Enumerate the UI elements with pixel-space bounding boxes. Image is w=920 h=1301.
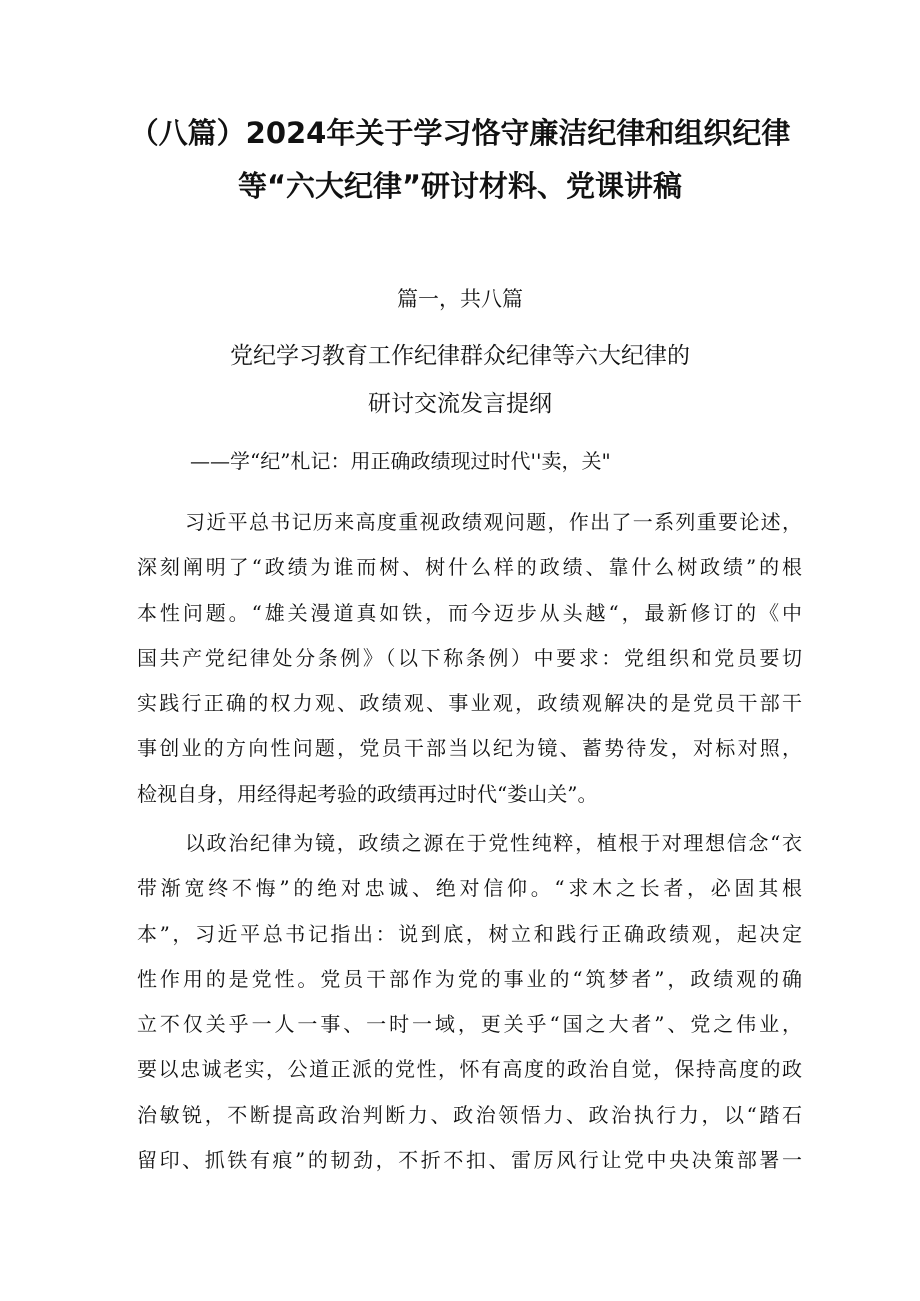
section-title-line-1: 党纪学习教育工作纪律群众纪律等六大纪律的 [230, 343, 690, 369]
paragraph-line: 性作用的是党性。党员干部作为党的事业的“筑梦者”，政绩观的确 [137, 966, 802, 991]
paragraph-line: 深刻阐明了“政绩为谁而树、树什么样的政绩、靠什么树政绩”的根 [137, 555, 802, 580]
paragraph-line: 立不仅关乎一人一事、一时一域，更关乎“国之大者”、党之伟业， [137, 1012, 802, 1037]
paragraph-line: 习近平总书记历来高度重视政绩观问题，作出了一系列重要论述， [185, 510, 802, 534]
paragraph-line: 留印、抓铁有痕”的韧劲，不折不扣、雷厉风行让党中央决策部署一 [137, 1148, 802, 1173]
section-title-line-2: 研讨交流发言提纲 [368, 391, 552, 417]
paragraph-line: 检视自身，用经得起考验的政绩再过时代“娄山关”。 [137, 781, 598, 806]
paragraph-line: 以政治纪律为镜，政绩之源在于党性纯粹，植根于对理想信念“衣 [185, 831, 802, 855]
paragraph-line: 本性问题。“雄关漫道真如铁，而今迈步从头越“，最新修订的《中 [137, 600, 802, 625]
paragraph-line: 治敏锐，不断提高政治判断力、政治领悟力、政治执行力，以“踏石 [137, 1102, 802, 1127]
paragraph-line: 本”，习近平总书记指出：说到底，树立和践行正确政绩观，起决定 [137, 921, 802, 946]
paragraph-line: 实践行正确的权力观、政绩观、事业观，政绩观解决的是党员干部干 [137, 691, 802, 716]
part-label: 篇一，共八篇 [397, 287, 523, 311]
body-paragraph-1 [137, 500, 802, 817]
document-title-line-1: （八篇）2024年关于学习恪守廉洁纪律和组织纪律 [129, 116, 791, 150]
document-title-line-2: 等“六大纪律”研讨材料、党课讲稿 [237, 169, 683, 203]
paragraph-line: 带渐宽终不悔”的绝对忠诚、绝对信仰。“求木之长者，必固其根 [137, 876, 802, 901]
paragraph-line: 事创业的方向性问题，党员干部当以纪为镜、蓄势待发，对标对照， [137, 736, 802, 761]
paragraph-line: 国共产党纪律处分条例》（以下称条例）中要求：党组织和党员要切 [137, 645, 802, 670]
paragraph-line: 要以忠诚老实，公道正派的党性，怀有高度的政治自觉，保持高度的政 [137, 1057, 802, 1082]
body-paragraph-2 [137, 821, 802, 1183]
epigraph: ——学“纪”札记：用正确政绩现过时代''卖，关" [190, 449, 611, 473]
